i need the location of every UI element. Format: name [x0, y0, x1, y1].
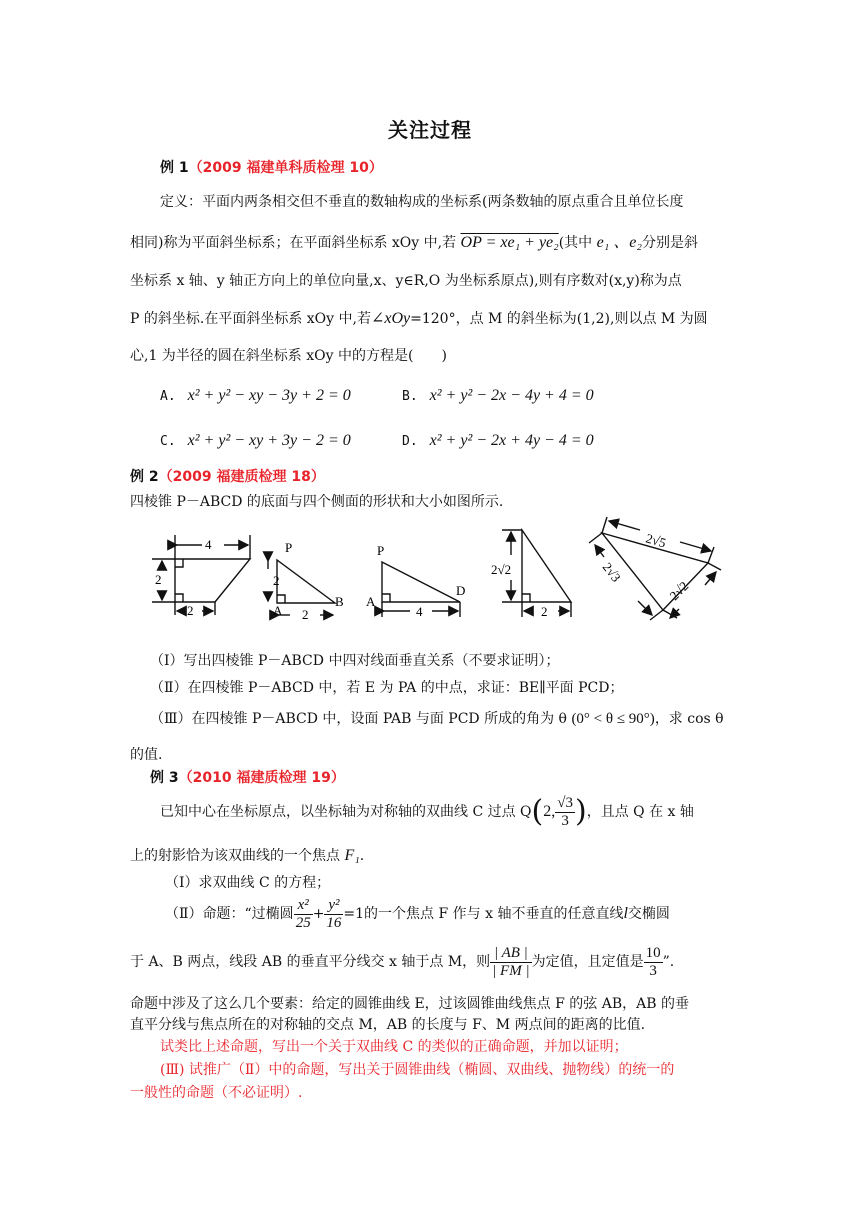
focus-f1: F₁ [344, 847, 360, 864]
ex1-line-2 [130, 229, 698, 252]
option-a [160, 387, 351, 405]
op-vector-equation: OP = xe₁ + ye₂ [460, 234, 559, 251]
option-equation: x² + y² − 2x − 4y + 4 = 0 [429, 387, 594, 404]
fraction-denominator: 25 [295, 914, 311, 931]
vertex-a: A [366, 594, 376, 609]
example-source: （2009 福建质检理 18） [158, 469, 325, 485]
angle-range: (0° < θ ≤ 90°) [571, 711, 655, 727]
base-face-shape [175, 559, 250, 602]
ex1-line-3: 坐标系 x 轴、y 轴正方向上的单位向量,x、y∈R,O 为坐标系原点),则有序数对(x,y)称为点 [130, 273, 682, 289]
ex3-text: （Ⅱ）命题：“过椭圆 [165, 906, 294, 922]
fraction-denominator: | FM | [492, 962, 530, 979]
fraction-numerator: | AB | [490, 945, 531, 963]
ellipse-y-term [324, 897, 343, 932]
example-source: （2009 福建单科质检理 10） [188, 160, 383, 176]
ex1-text: 相同)称为平面斜坐标系；在平面斜坐标系 xOy 中,若 [130, 235, 457, 251]
pyramid-faces-figure [140, 505, 740, 630]
example-3-heading [150, 767, 345, 787]
page-title: 关注过程 [388, 118, 472, 142]
ex3-text: 上的射影恰为该双曲线的一个焦点 [130, 848, 340, 864]
ex3-text: =1的一个焦点 F 作与 x 轴不垂直的任意直线 [343, 906, 624, 922]
label-2: 2 [187, 603, 194, 618]
q3-text: （Ⅲ）在四棱锥 P－ABCD 中，设面 PAB 与面 PCD 所成的角为 θ [150, 711, 567, 727]
ex2-question-3-end: 的值. [130, 747, 163, 763]
ex3-text: 于 A、B 两点，线段 AB 的垂直平分线交 x 轴于点 M，则 [130, 954, 491, 970]
fraction-numerator: √3 [557, 794, 573, 811]
ellipse-x-term [294, 897, 313, 932]
vertex-p: P [377, 543, 385, 558]
face-pbc-shape [522, 530, 571, 602]
vertex-d: D [456, 583, 466, 598]
ex3-line-2 [130, 845, 364, 865]
ex3-text: . [359, 848, 365, 864]
angle-xoy: ∠xOy [370, 310, 411, 327]
q3-text: ，求 cos θ [654, 711, 724, 727]
ex2-question-1: （Ⅰ）写出四棱锥 P－ABCD 中四对线面垂直关系（不要求证明）； [150, 653, 560, 669]
label-2: 2 [541, 604, 548, 619]
fraction-numerator: x² [294, 897, 313, 915]
ex1-text: =120°，点 M 的斜坐标为(1,2),则以点 M 为圆 [410, 311, 708, 327]
fraction-numerator: y² [324, 897, 343, 915]
ex2-question-3 [150, 708, 724, 728]
example-1-heading [160, 157, 383, 177]
example-source: （2010 福建质检理 19） [178, 770, 345, 786]
option-equation: x² + y² − xy + 3y − 2 = 0 [187, 432, 351, 449]
label-2: 2 [302, 607, 309, 622]
fixed-value-fraction [644, 945, 663, 980]
ex3-line-4 [130, 942, 674, 982]
ex3-red-line-3: 一般性的命题（不必证明）. [130, 1085, 303, 1101]
option-equation: x² + y² − xy − 3y + 2 = 0 [187, 387, 351, 404]
unit-vectors: e₁ 、e₂ [596, 234, 642, 251]
face-pab-shape [277, 560, 335, 603]
option-b [402, 387, 594, 405]
ex3-line-6: 直平分线与焦点所在的对称轴的交点 M，AB 的长度与 F、M 两点间的距离的比值. [130, 1017, 646, 1033]
ex3-question-1: （Ⅰ）求双曲线 C 的方程； [165, 875, 331, 891]
ex1-text: (其中 [558, 235, 593, 251]
vertex-p: P [285, 540, 293, 555]
ex3-question-2 [165, 894, 670, 934]
option-label: B. [402, 389, 418, 404]
ex3-line-1 [160, 792, 694, 832]
label-2-sqrt-2: 2√2 [491, 562, 512, 577]
ex3-red-line-1: 试类比上述命题，写出一个关于双曲线 C 的类似的正确命题，并加以证明； [160, 1039, 628, 1055]
ex3-text: 为定值，且定值是 [531, 954, 644, 970]
label-2: 2 [273, 573, 280, 588]
ex3-red-line-2: (Ⅲ) 试推广（Ⅱ）中的命题，写出关于圆锥曲线（椭圆、双曲线、抛物线）的统一的 [160, 1062, 675, 1078]
ex1-line-5: 心,1 为半径的圆在斜坐标系 xOy 中的方程是( ) [130, 348, 447, 364]
option-label: A. [160, 389, 176, 404]
face-pad-shape [382, 562, 460, 602]
ex3-text: ”. [662, 954, 675, 970]
ex2-intro: 四棱锥 P－ABCD 的底面与四个侧面的形状和大小如图所示. [130, 494, 504, 510]
ex1-text: 分别是斜 [641, 235, 698, 251]
ex1-line-1: 定义：平面内两条相交但不垂直的数轴构成的坐标系(两条数轴的原点重合且单位长度 [160, 194, 684, 210]
fraction-denominator: 3 [561, 812, 569, 829]
line-l: l [623, 905, 628, 922]
label-4: 4 [416, 604, 423, 619]
example-label: 例 1 [160, 160, 189, 176]
example-label: 例 3 [150, 770, 179, 786]
vertex-b: B [335, 594, 344, 609]
ex1-line-4 [130, 308, 708, 328]
option-equation: x² + y² − 2x + 4y − 4 = 0 [429, 432, 594, 449]
vertex-a: A [273, 603, 283, 618]
label-4: 4 [205, 537, 212, 552]
right-paren: ) [575, 794, 587, 829]
plus-sign: + [312, 906, 325, 922]
ratio-ab-fm [490, 945, 531, 980]
label-2-sqrt-2: 2√2 [666, 578, 692, 604]
option-d [402, 432, 594, 450]
ex1-text: P 的斜坐标.在平面斜坐标系 xOy 中,若 [130, 311, 371, 327]
ex3-text: 已知中心在坐标原点，以坐标轴为对称轴的双曲线 C 过点 Q [160, 804, 532, 820]
q-point-x: 2, [543, 803, 556, 820]
q-point-y-fraction [555, 795, 575, 830]
option-label: D. [402, 434, 418, 449]
example-label: 例 2 [130, 469, 159, 485]
ex2-question-2: （Ⅱ）在四棱锥 P－ABCD 中，若 E 为 PA 的中点，求证：BE∥平面 PCD； [150, 680, 624, 696]
left-paren: ( [531, 794, 544, 829]
example-2-heading [130, 466, 325, 486]
fraction-denominator: 16 [326, 914, 342, 931]
option-c [160, 432, 351, 450]
label-2: 2 [155, 572, 162, 587]
ex3-text: 交椭圆 [627, 906, 670, 922]
label-2-sqrt-3: 2√3 [599, 559, 624, 585]
ex3-text: ，且点 Q 在 x 轴 [586, 804, 694, 820]
fraction-numerator: 10 [645, 944, 661, 961]
fraction-denominator: 3 [649, 962, 657, 979]
ex3-line-5: 命题中涉及了这么几个要素：给定的圆锥曲线 E，过该圆锥曲线焦点 F 的弦 AB，AB 的垂 [130, 996, 689, 1012]
option-label: C. [160, 434, 176, 449]
label-2-sqrt-5: 2√5 [644, 530, 668, 551]
